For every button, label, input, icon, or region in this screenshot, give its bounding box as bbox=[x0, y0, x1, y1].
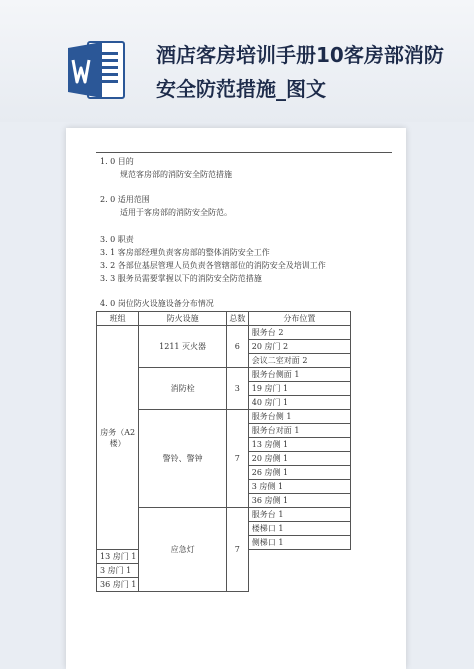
section-3-item: 3. 3 服务员需要掌握以下的消防安全防范措施 bbox=[100, 274, 262, 283]
section-3-heading: 3. 0 职责 bbox=[100, 235, 134, 244]
fire-equipment-table bbox=[96, 311, 351, 592]
document-page bbox=[66, 128, 406, 669]
location-cell: 服务台对面 1 bbox=[248, 424, 350, 438]
column-header: 分布位置 bbox=[248, 312, 350, 326]
column-header: 总数 bbox=[226, 312, 248, 326]
section-1-heading: 1. 0 目的 bbox=[100, 157, 134, 166]
location-cell: 20 房侧 1 bbox=[248, 452, 350, 466]
equipment-cell: 消防栓 bbox=[139, 368, 227, 410]
location-cell: 服务台侧 1 bbox=[248, 410, 350, 424]
location-cell: 3 房侧 1 bbox=[248, 480, 350, 494]
location-cell: 19 房门 1 bbox=[248, 382, 350, 396]
group-cell: 房务（A2 楼） bbox=[97, 326, 139, 550]
equipment-cell: 应急灯 bbox=[139, 508, 227, 592]
total-cell: 7 bbox=[226, 508, 248, 592]
word-document-icon bbox=[66, 38, 126, 102]
total-cell: 3 bbox=[226, 368, 248, 410]
column-header: 班组 bbox=[97, 312, 139, 326]
section-4-heading: 4. 0 岗位防火设施设备分布情况 bbox=[100, 299, 214, 308]
location-cell: 服务台 1 bbox=[248, 508, 350, 522]
location-cell: 3 房门 1 bbox=[97, 564, 139, 578]
section-3-item: 3. 2 各部位基层管理人员负责各管辖部位的消防安全及培训工作 bbox=[100, 261, 326, 270]
section-1-body: 规范客房部的消防安全防范措施 bbox=[120, 170, 232, 179]
page-title: 酒店客房培训手册10客房部消防安全防范措施_图文 bbox=[156, 43, 444, 101]
location-cell: 会议二室对面 2 bbox=[248, 354, 350, 368]
section-2-body: 适用于客房部的消防安全防范。 bbox=[120, 208, 232, 217]
header-banner bbox=[0, 0, 474, 122]
equipment-cell: 1211 灭火器 bbox=[139, 326, 227, 368]
location-cell: 13 房门 1 bbox=[97, 550, 139, 564]
table-row bbox=[97, 326, 351, 340]
location-cell: 13 房侧 1 bbox=[248, 438, 350, 452]
location-cell: 服务台侧面 1 bbox=[248, 368, 350, 382]
location-cell: 26 房侧 1 bbox=[248, 466, 350, 480]
header-rule bbox=[96, 152, 392, 153]
equipment-cell: 警铃、警钟 bbox=[139, 410, 227, 508]
section-2-heading: 2. 0 适用范围 bbox=[100, 195, 150, 204]
location-cell: 20 房门 2 bbox=[248, 340, 350, 354]
total-cell: 7 bbox=[226, 410, 248, 508]
section-3-item: 3. 1 客房部经理负责客房部的整体消防安全工作 bbox=[100, 248, 270, 257]
location-cell: 侧梯口 1 bbox=[248, 536, 350, 550]
location-cell: 楼梯口 1 bbox=[248, 522, 350, 536]
column-header: 防火设施 bbox=[139, 312, 227, 326]
location-cell: 40 房门 1 bbox=[248, 396, 350, 410]
location-cell: 36 房侧 1 bbox=[248, 494, 350, 508]
table-header-row bbox=[97, 312, 351, 326]
total-cell: 6 bbox=[226, 326, 248, 368]
location-cell: 36 房门 1 bbox=[97, 578, 139, 592]
location-cell: 服务台 2 bbox=[248, 326, 350, 340]
